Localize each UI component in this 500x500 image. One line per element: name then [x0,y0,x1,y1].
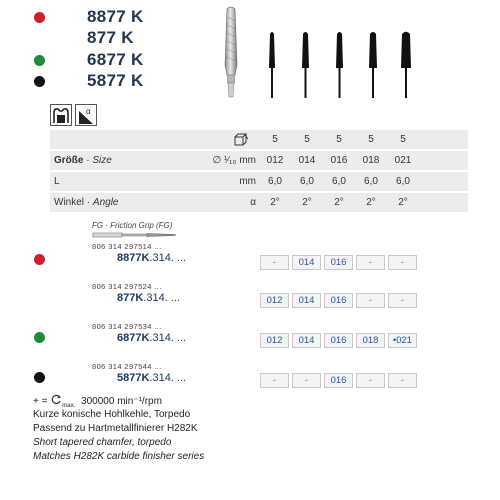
speed-value: 300000 min⁻¹/rpm [81,396,162,407]
rotation-speed-icon [50,394,62,405]
size-label [54,151,112,170]
variant-dot-red [34,12,45,23]
order-code [117,252,186,264]
length-value: 6,0 [300,176,314,187]
order-code-main: 8877K [117,252,150,264]
variant-dot-black [34,76,45,87]
order-code-suffix: .314. ... [149,332,187,344]
angle-value: 2° [334,197,344,208]
speed-line [33,394,162,409]
order-ref-number: 806 314 297514 ... [92,242,162,251]
order-code-main: 877K [117,292,144,304]
availability-cell: - [292,373,321,388]
order-code [117,332,186,344]
availability-cell: - [356,373,385,388]
availability-cell: 012 [260,293,289,308]
length-value: 6,0 [268,176,282,187]
variant-code: 6877 K [87,50,144,69]
size-row [50,151,468,170]
length-row [50,172,468,191]
availability-cell: 016 [324,373,353,388]
availability-cell: 016 [324,293,353,308]
size-value: 014 [298,155,316,166]
speed-sub: max. [62,403,76,409]
description-de-2: Passend zu Hartmetallfinierer H282K [33,423,198,434]
size-label-italic: Size [92,155,112,166]
availability-cell: 014 [292,333,321,348]
angle-value: 2° [366,197,376,208]
variant-code: 8877 K [87,7,144,26]
availability-cell: - [260,373,289,388]
angle-unit: α [250,197,256,208]
angle-label [54,193,118,212]
variant-code: 5877 K [87,71,144,90]
order-code-suffix: .314. ... [149,252,187,264]
order-code [117,292,180,304]
availability-cell: 012 [260,333,289,348]
package-icon [233,133,249,146]
availability-cell: 016 [324,333,353,348]
angle-label-sep: · [84,197,93,208]
order-dot-black [34,372,45,383]
description-en-2: Matches H282K carbide finisher series [33,451,205,462]
length-value: 6,0 [364,176,378,187]
availability-cell: 014 [292,255,321,270]
availability-cell: •021 [388,333,417,348]
order-ref-number: 806 314 297544 ... [92,362,162,371]
order-ref-number: 806 314 297524 ... [92,282,162,291]
pack-quantity: 5 [336,134,342,145]
availability-cell: 016 [324,255,353,270]
pack-quantity: 5 [304,134,310,145]
length-value: 6,0 [396,176,410,187]
angle-row [50,193,468,212]
svg-text:α: α [86,107,91,116]
availability-cell: 014 [292,293,321,308]
pack-quantity: 5 [368,134,374,145]
angle-label-italic: Angle [92,197,119,208]
availability-cell: - [356,255,385,270]
size-value: 016 [330,155,348,166]
order-code-main: 6877K [117,332,150,344]
size-value: 021 [394,155,412,166]
size-unit: ∅ ¹⁄₁₀ mm [212,155,256,166]
speed-prefix: + = [33,396,48,407]
shank-label: FG · Friction Grip (FG) [92,221,173,230]
shank-drawing [92,229,182,241]
angle-value: 2° [398,197,408,208]
angle-label-plain: Winkel [54,197,85,208]
availability-cell: - [388,255,417,270]
order-dot-red [34,254,45,265]
angle-alpha-icon [75,104,97,126]
availability-cell: - [260,255,289,270]
angle-value: 2° [302,197,312,208]
bur-silhouettes [255,30,425,100]
length-label: L [54,176,60,187]
availability-cell: - [388,293,417,308]
variant-dot-green [34,55,45,66]
size-value: 018 [362,155,380,166]
pack-quantity: 5 [272,134,278,145]
size-label-sep: · [83,155,93,166]
angle-value: 2° [270,197,280,208]
variant-code: 877 K [87,28,134,47]
size-label-bold: Größe [54,155,84,166]
availability-cell: - [388,373,417,388]
length-value: 6,0 [332,176,346,187]
order-dot-green [34,332,45,343]
order-code-suffix: .314. ... [149,372,187,384]
description-de-1: Kurze konische Hohlkehle, Torpedo [33,409,191,420]
bur-illustration [215,5,247,100]
availability-cell: 018 [356,333,385,348]
pack-quantity: 5 [400,134,406,145]
length-unit: mm [239,176,256,187]
description-en-1: Short tapered chamfer, torpedo [33,437,172,448]
order-code-suffix: .314. ... [143,292,180,304]
order-code-main: 5877K [117,372,150,384]
availability-cell: - [356,293,385,308]
pack-quantity-row [50,130,468,149]
chamfer-preparation-icon [50,104,72,126]
size-value: 012 [266,155,284,166]
order-code [117,372,186,384]
order-ref-number: 806 314 297534 ... [92,322,162,331]
